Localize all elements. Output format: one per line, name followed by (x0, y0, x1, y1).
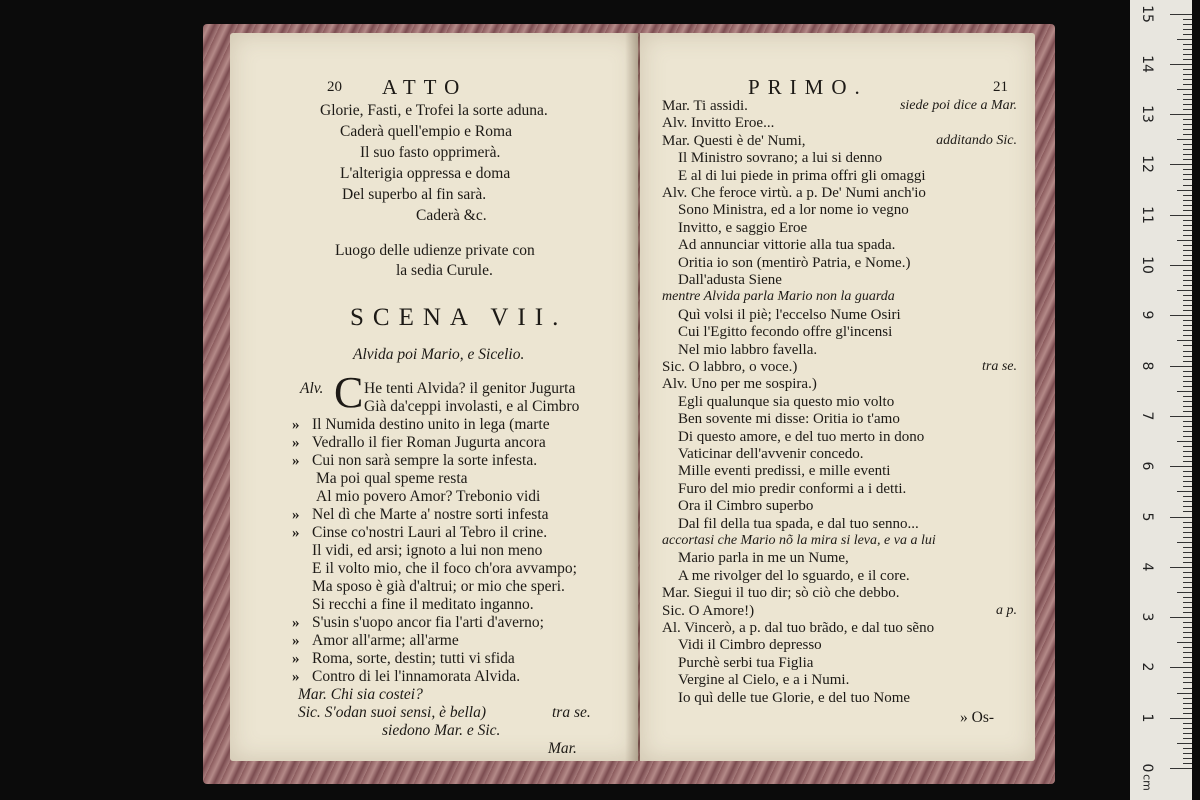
ruler-minor-tick (1183, 245, 1192, 246)
dialogue-line: Mille eventi predissi, e mille eventi (678, 463, 891, 479)
ruler-minor-tick (1183, 708, 1192, 709)
dialogue-line: mentre Alvida parla Mario non la guarda (662, 289, 895, 304)
ruler-minor-tick (1177, 642, 1192, 643)
ruler-minor-tick (1183, 356, 1192, 357)
ruler-minor-tick (1183, 602, 1192, 603)
ruler-number: 14 (1139, 54, 1155, 73)
dialogue-line: Alv. Che feroce virtù. a p. De' Numi anch'io (662, 185, 926, 201)
page-number: 20 (327, 79, 342, 95)
quote-mark: » (292, 525, 300, 541)
ruler-minor-tick (1183, 220, 1192, 221)
ruler-minor-tick (1183, 612, 1192, 613)
ruler-minor-tick (1183, 763, 1192, 764)
dialogue-line: Contro di lei l'innamorata Alvida. (312, 668, 521, 685)
ruler-minor-tick (1183, 235, 1192, 236)
ruler-minor-tick (1183, 657, 1192, 658)
ruler-minor-tick (1183, 94, 1192, 95)
verse-line: Il suo fasto opprimerà. (360, 144, 501, 161)
ruler-tick (1170, 366, 1192, 367)
ruler-minor-tick (1177, 139, 1192, 140)
ruler-minor-tick (1183, 351, 1192, 352)
scene-heading: SCENA VII. (350, 304, 568, 331)
dialogue-line: Dall'adusta Siene (678, 272, 782, 288)
ruler-minor-tick (1183, 401, 1192, 402)
ruler-number: 1 (1139, 713, 1155, 723)
ruler-number: 13 (1139, 105, 1155, 123)
ruler-minor-tick (1183, 300, 1192, 301)
ruler-tick (1170, 768, 1192, 769)
ruler-minor-tick (1183, 19, 1192, 20)
ruler-minor-tick (1183, 607, 1192, 608)
ruler-minor-tick (1183, 144, 1192, 145)
speaker-label: Alv. (300, 380, 324, 397)
ruler-minor-tick (1183, 481, 1192, 482)
ruler-minor-tick (1183, 688, 1192, 689)
dialogue-line: Dal fil della tua spada, e dal tuo senno... (678, 516, 919, 532)
verse-line: Glorie, Fasti, e Trofei la sorte aduna. (320, 102, 548, 119)
ruler-tick (1170, 315, 1192, 316)
ruler-minor-tick (1183, 74, 1192, 75)
dialogue-line: Di questo amore, e del tuo merto in dono (678, 429, 925, 445)
stage-direction: siedono Mar. e Sic. (382, 722, 501, 739)
ruler-minor-tick (1183, 426, 1192, 427)
ruler-minor-tick (1183, 461, 1192, 462)
ruler-minor-tick (1183, 29, 1192, 30)
speaker-line: Mar. Chi sia costei? (298, 686, 423, 703)
ruler-number: 6 (1139, 461, 1155, 471)
ruler-minor-tick (1183, 270, 1192, 271)
dialogue-line: Vergine al Cielo, e a i Numi. (678, 672, 850, 688)
speaker-line: Sic. S'odan suoi sensi, è bella) (298, 704, 486, 721)
ruler-minor-tick (1183, 386, 1192, 387)
ruler-minor-tick (1177, 542, 1192, 543)
stage-direction: la sedia Curule. (396, 262, 493, 279)
ruler-minor-tick (1177, 391, 1192, 392)
ruler-minor-tick (1183, 728, 1192, 729)
ruler-minor-tick (1183, 104, 1192, 105)
ruler-tick (1170, 567, 1192, 568)
ruler-number: 11 (1139, 205, 1155, 224)
ruler-minor-tick (1183, 758, 1192, 759)
ruler-minor-tick (1183, 371, 1192, 372)
ruler-tick (1170, 64, 1192, 65)
ruler-minor-tick (1183, 119, 1192, 120)
ruler-minor-tick (1183, 698, 1192, 699)
ruler-minor-tick (1183, 637, 1192, 638)
ruler-number: 12 (1139, 155, 1155, 174)
dialogue-line: Ad annunciar vittorie alla tua spada. (678, 237, 896, 253)
ruler-tick (1170, 466, 1192, 467)
verse-line: Caderà quell'empio e Roma (340, 123, 512, 140)
stage-direction: Luogo delle udienze private con (335, 242, 535, 259)
stage-aside: tra se. (982, 359, 1017, 374)
ruler-minor-tick (1183, 185, 1192, 186)
dialogue-line: Sic. O labbro, o voce.) (662, 359, 798, 375)
ruler-minor-tick (1183, 522, 1192, 523)
dialogue-line: Alv. Invitto Eroe... (662, 115, 775, 131)
ruler-minor-tick (1183, 748, 1192, 749)
verse-line: Del superbo al fin sarà. (342, 186, 487, 203)
dialogue-line: Cinse co'nostri Lauri al Tebro il crine. (312, 524, 548, 541)
ruler-minor-tick (1183, 305, 1192, 306)
ruler-minor-tick (1183, 225, 1192, 226)
ruler-minor-tick (1183, 672, 1192, 673)
ruler-minor-tick (1183, 436, 1192, 437)
quote-mark: » (292, 417, 300, 433)
dialogue-line: Egli qualunque sia questo mio volto (678, 394, 895, 410)
dialogue-line: Cui l'Egitto fecondo offre gl'incensi (678, 324, 893, 340)
ruler-number: 5 (1139, 512, 1155, 521)
ruler-minor-tick (1183, 471, 1192, 472)
ruler-minor-tick (1183, 159, 1192, 160)
ruler-minor-tick (1183, 230, 1192, 231)
dialogue-line: Vedrallo il fier Roman Jugurta ancora (312, 434, 546, 451)
dialogue-line: Alv. Uno per me sospira.) (662, 376, 817, 392)
ruler-minor-tick (1183, 124, 1192, 125)
ruler-minor-tick (1183, 210, 1192, 211)
ruler-minor-tick (1183, 597, 1192, 598)
verse-line: L'alterigia oppressa e doma (340, 165, 511, 182)
ruler-minor-tick (1183, 622, 1192, 623)
ruler-minor-tick (1183, 451, 1192, 452)
ruler-minor-tick (1183, 733, 1192, 734)
ruler-minor-tick (1183, 325, 1192, 326)
dialogue-line: Sono Ministra, ed a lor nome io vegno (678, 202, 909, 218)
ruler-number: 15 (1139, 4, 1155, 23)
quote-mark: » (292, 615, 300, 631)
character-list: Alvida poi Mario, e Sicelio. (353, 346, 525, 363)
ruler-minor-tick (1183, 79, 1192, 80)
dialogue-line: Quì volsi il piè; l'eccelso Nume Osiri (678, 307, 901, 323)
ruler-minor-tick (1183, 24, 1192, 25)
stage-aside: additando Sic. (936, 133, 1017, 148)
quote-mark: » (292, 453, 300, 469)
catchword: Mar. (548, 740, 577, 757)
ruler-minor-tick (1183, 713, 1192, 714)
ruler-number: 3 (1139, 612, 1155, 622)
ruler-minor-tick (1177, 340, 1192, 341)
ruler-minor-tick (1183, 652, 1192, 653)
ruler-minor-tick (1183, 476, 1192, 477)
ruler-minor-tick (1177, 39, 1192, 40)
dialogue-line: Roma, sorte, destin; tutti vi sfida (312, 650, 515, 667)
ruler-number: 4 (1139, 562, 1155, 572)
ruler-minor-tick (1183, 250, 1192, 251)
catchword: » Os- (960, 709, 995, 726)
ruler-minor-tick (1183, 456, 1192, 457)
ruler-minor-tick (1183, 59, 1192, 60)
dialogue-line: He tenti Alvida? il genitor Jugurta (364, 380, 576, 397)
ruler-minor-tick (1177, 491, 1192, 492)
ruler-tick (1170, 265, 1192, 266)
dialogue-line: Ben sovente mi disse: Oritia io t'amo (678, 411, 900, 427)
ruler-minor-tick (1183, 381, 1192, 382)
dialogue-line: Purchè serbi tua Figlia (678, 655, 814, 671)
page-number: 21 (993, 79, 1008, 95)
dialogue-line: Mar. Ti assidi. (662, 98, 748, 114)
ruler-minor-tick (1177, 190, 1192, 191)
ruler-minor-tick (1183, 396, 1192, 397)
ruler-minor-tick (1183, 632, 1192, 633)
verse-line: Caderà &c. (416, 207, 487, 224)
ruler-minor-tick (1183, 537, 1192, 538)
dialogue-line: Il vidi, ed arsi; ignoto a lui non meno (312, 542, 543, 559)
ruler-minor-tick (1183, 753, 1192, 754)
ruler-minor-tick (1183, 552, 1192, 553)
ruler-minor-tick (1183, 486, 1192, 487)
ruler-minor-tick (1183, 205, 1192, 206)
ruler-minor-tick (1183, 169, 1192, 170)
dialogue-line: accortasi che Mario nõ la mira si leva, e va a lui (662, 533, 936, 548)
ruler-minor-tick (1183, 310, 1192, 311)
ruler-minor-tick (1183, 506, 1192, 507)
quote-mark: » (292, 507, 300, 523)
ruler-number: 0 (1139, 763, 1155, 773)
ruler-minor-tick (1183, 527, 1192, 528)
ruler-minor-tick (1177, 240, 1192, 241)
ruler-minor-tick (1177, 89, 1192, 90)
dialogue-line: Mar. Siegui il tuo dir; sò ciò che debbo. (662, 585, 900, 601)
ruler-unit: cm (1140, 774, 1154, 791)
ruler-minor-tick (1183, 99, 1192, 100)
dialogue-line: Nel mio labbro favella. (678, 342, 818, 358)
ruler-tick (1170, 617, 1192, 618)
ruler-minor-tick (1183, 547, 1192, 548)
ruler-minor-tick (1183, 501, 1192, 502)
dialogue-line: Mar. Questi è de' Numi, (662, 133, 806, 149)
ruler-tick (1170, 517, 1192, 518)
ruler-minor-tick (1183, 179, 1192, 180)
ruler-number: 8 (1139, 361, 1155, 371)
stage-aside: siede poi dice a Mar. (899, 98, 1017, 113)
dialogue-line: Ma poi qual speme resta (316, 470, 468, 487)
ruler-minor-tick (1183, 662, 1192, 663)
running-head: PRIMO. (748, 75, 868, 99)
ruler-minor-tick (1183, 738, 1192, 739)
ruler-minor-tick (1183, 335, 1192, 336)
dialogue-line: Il Ministro sovrano; a lui si denno (678, 150, 883, 166)
ruler-minor-tick (1183, 582, 1192, 583)
ruler-minor-tick (1183, 134, 1192, 135)
ruler-minor-tick (1183, 295, 1192, 296)
ruler-minor-tick (1183, 320, 1192, 321)
ruler-minor-tick (1183, 411, 1192, 412)
right-page (640, 33, 1035, 761)
quote-mark: » (292, 633, 300, 649)
ruler-minor-tick (1183, 406, 1192, 407)
measurement-ruler (1130, 0, 1192, 800)
ruler-minor-tick (1183, 577, 1192, 578)
ruler-minor-tick (1183, 255, 1192, 256)
ruler-minor-tick (1177, 441, 1192, 442)
ruler-minor-tick (1183, 511, 1192, 512)
ruler-minor-tick (1177, 693, 1192, 694)
ruler-minor-tick (1183, 562, 1192, 563)
ruler-minor-tick (1183, 330, 1192, 331)
ruler-tick (1170, 416, 1192, 417)
dialogue-line: Si recchi a fine il meditato inganno. (312, 596, 534, 613)
dialogue-line: S'usin s'uopo ancor fia l'arti d'averno; (312, 614, 544, 631)
running-head: ATTO (382, 75, 468, 99)
ruler-tick (1170, 718, 1192, 719)
ruler-minor-tick (1177, 743, 1192, 744)
dialogue-line: A me rivolger del lo sguardo, e il core. (678, 568, 910, 584)
dialogue-line: E al di lui piede in prima offri gli omaggi (678, 168, 926, 184)
ruler-minor-tick (1183, 431, 1192, 432)
ruler-minor-tick (1183, 195, 1192, 196)
quote-mark: » (292, 669, 300, 685)
ruler-minor-tick (1177, 592, 1192, 593)
stage-aside: a p. (996, 603, 1017, 618)
dialogue-line: Furo del mio predir conformi a i detti. (678, 481, 907, 497)
ruler-minor-tick (1183, 275, 1192, 276)
ruler-minor-tick (1183, 572, 1192, 573)
left-page (230, 33, 638, 761)
dialogue-line: Vidi il Cimbro depresso (678, 637, 822, 653)
ruler-minor-tick (1183, 174, 1192, 175)
ruler-minor-tick (1183, 34, 1192, 35)
ruler-minor-tick (1183, 446, 1192, 447)
quote-mark: » (292, 651, 300, 667)
ruler-minor-tick (1183, 129, 1192, 130)
ruler-minor-tick (1183, 345, 1192, 346)
dialogue-line: E il volto mio, che il foco ch'ora avvampo; (312, 560, 577, 577)
dialogue-line: Ma sposo è già d'altrui; or mio che speri. (312, 578, 565, 595)
ruler-minor-tick (1183, 154, 1192, 155)
ruler-minor-tick (1183, 376, 1192, 377)
drop-cap: C (334, 368, 364, 417)
dialogue-line: Al. Vincerò, a p. dal tuo brãdo, e dal tuo sẽno (662, 620, 935, 636)
ruler-tick (1170, 667, 1192, 668)
ruler-minor-tick (1183, 361, 1192, 362)
ruler-minor-tick (1183, 285, 1192, 286)
dialogue-line: Ora il Cimbro superbo (678, 498, 814, 514)
ruler-minor-tick (1183, 677, 1192, 678)
ruler-minor-tick (1183, 280, 1192, 281)
dialogue-line: Già da'ceppi involasti, e al Cimbro (364, 398, 580, 415)
ruler-minor-tick (1183, 421, 1192, 422)
ruler-minor-tick (1183, 69, 1192, 70)
ruler-minor-tick (1183, 723, 1192, 724)
dialogue-line: Sic. O Amore!) (662, 603, 755, 619)
ruler-minor-tick (1183, 109, 1192, 110)
ruler-number: 10 (1139, 256, 1155, 274)
dialogue-line: Il Numida destino unito in lega (marte (312, 416, 550, 433)
ruler-minor-tick (1183, 627, 1192, 628)
ruler-minor-tick (1183, 496, 1192, 497)
dialogue-line: Cui non sarà sempre la sorte infesta. (312, 452, 538, 469)
quote-mark: » (292, 435, 300, 451)
ruler-number: 9 (1139, 310, 1155, 320)
dialogue-line: Io quì delle tue Glorie, e del tuo Nome (678, 690, 911, 706)
dialogue-line: Oritia io son (mentirò Patria, e Nome.) (678, 255, 911, 271)
ruler-minor-tick (1183, 260, 1192, 261)
ruler-minor-tick (1183, 49, 1192, 50)
ruler-minor-tick (1183, 647, 1192, 648)
ruler-minor-tick (1183, 200, 1192, 201)
ruler-tick (1170, 114, 1192, 115)
ruler-minor-tick (1183, 682, 1192, 683)
dialogue-line: Amor all'arme; all'arme (312, 632, 459, 649)
dialogue-line: Al mio povero Amor? Trebonio vidi (316, 488, 541, 505)
ruler-minor-tick (1183, 44, 1192, 45)
stage-aside: tra se. (552, 704, 591, 721)
dialogue-line: Invitto, e saggio Eroe (678, 220, 808, 236)
ruler-tick (1170, 14, 1192, 15)
ruler-number: 2 (1139, 662, 1155, 672)
ruler-number: 7 (1139, 411, 1155, 421)
ruler-minor-tick (1183, 703, 1192, 704)
ruler-tick (1170, 215, 1192, 216)
ruler-minor-tick (1183, 54, 1192, 55)
ruler-tick (1170, 164, 1192, 165)
ruler-minor-tick (1183, 587, 1192, 588)
ruler-minor-tick (1183, 149, 1192, 150)
ruler-minor-tick (1183, 557, 1192, 558)
ruler-minor-tick (1177, 290, 1192, 291)
ruler-minor-tick (1183, 84, 1192, 85)
ruler-minor-tick (1183, 532, 1192, 533)
dialogue-line: Vaticinar dell'avvenir concedo. (678, 446, 864, 462)
dialogue-line: Mario parla in me un Nume, (678, 550, 849, 566)
dialogue-line: Nel dì che Marte a' nostre sorti infesta (312, 506, 549, 523)
